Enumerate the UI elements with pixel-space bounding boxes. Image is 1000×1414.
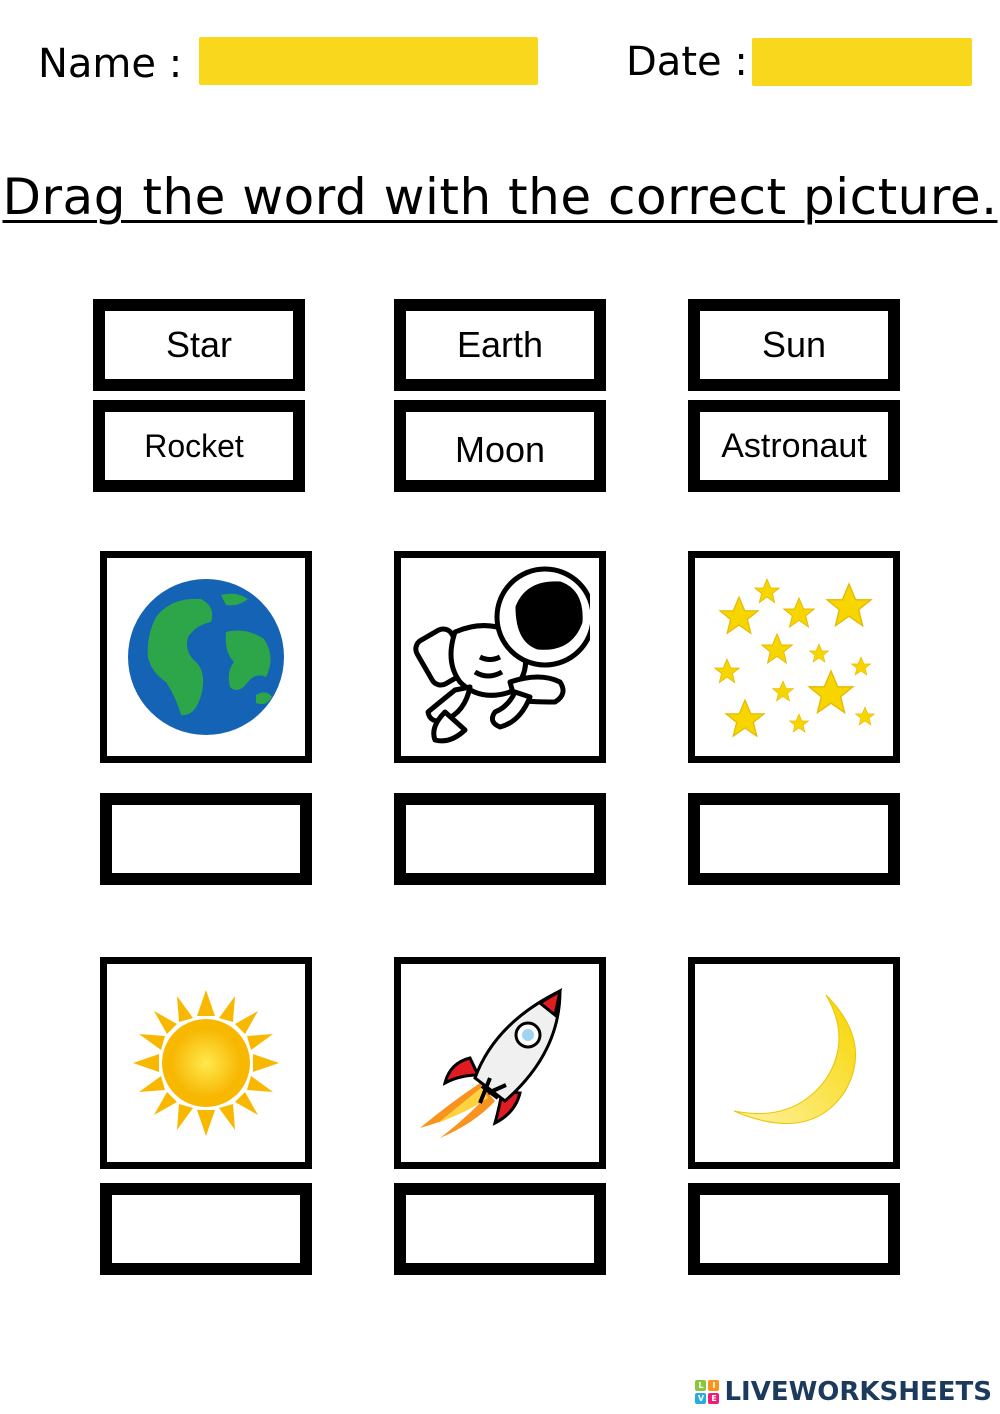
word-card-astronaut[interactable] [688, 400, 900, 492]
astronaut-icon [410, 562, 590, 752]
logo-letter: L [695, 1380, 706, 1391]
liveworksheets-logo[interactable] [695, 1377, 992, 1407]
drop-zone-sun[interactable] [100, 1183, 312, 1275]
logo-grid-icon [695, 1380, 719, 1404]
picture-card-moon [688, 957, 900, 1169]
name-label: Name : [38, 41, 183, 87]
drop-zone-moon[interactable] [688, 1183, 900, 1275]
drop-zone-stars[interactable] [688, 793, 900, 885]
date-field[interactable] [752, 38, 972, 86]
word-label: Rocket [144, 427, 244, 464]
instruction-title: Drag the word with the correct picture. [2, 168, 998, 226]
drop-zone-earth[interactable] [100, 793, 312, 885]
name-field[interactable] [199, 37, 538, 85]
word-card-star[interactable] [93, 299, 305, 391]
word-card-sun[interactable] [688, 299, 900, 391]
picture-card-astronaut [394, 551, 606, 763]
drop-zone-rocket[interactable] [394, 1183, 606, 1275]
stars-icon [699, 562, 889, 752]
word-label: Sun [761, 324, 827, 365]
word-card-moon[interactable] [394, 400, 606, 492]
picture-card-sun [100, 957, 312, 1169]
word-card-earth[interactable] [394, 299, 606, 391]
word-card-rocket[interactable] [93, 400, 305, 492]
word-label: Star [165, 324, 233, 365]
moon-icon [714, 983, 874, 1143]
word-label: Astronaut [721, 426, 867, 465]
brand-name: LIVEWORKSHEETS [724, 1377, 992, 1407]
rocket-icon [410, 983, 590, 1143]
logo-letter: E [708, 1393, 719, 1404]
logo-letter: V [695, 1393, 706, 1404]
word-label: Earth [456, 324, 544, 365]
earth-icon [126, 577, 286, 737]
drop-zone-astronaut[interactable] [394, 793, 606, 885]
picture-card-earth [100, 551, 312, 763]
sun-icon [131, 988, 281, 1138]
picture-card-stars [688, 551, 900, 763]
picture-card-rocket [394, 957, 606, 1169]
logo-letter: I [708, 1380, 719, 1391]
word-label: Moon [454, 429, 546, 470]
date-label: Date : [626, 39, 748, 85]
